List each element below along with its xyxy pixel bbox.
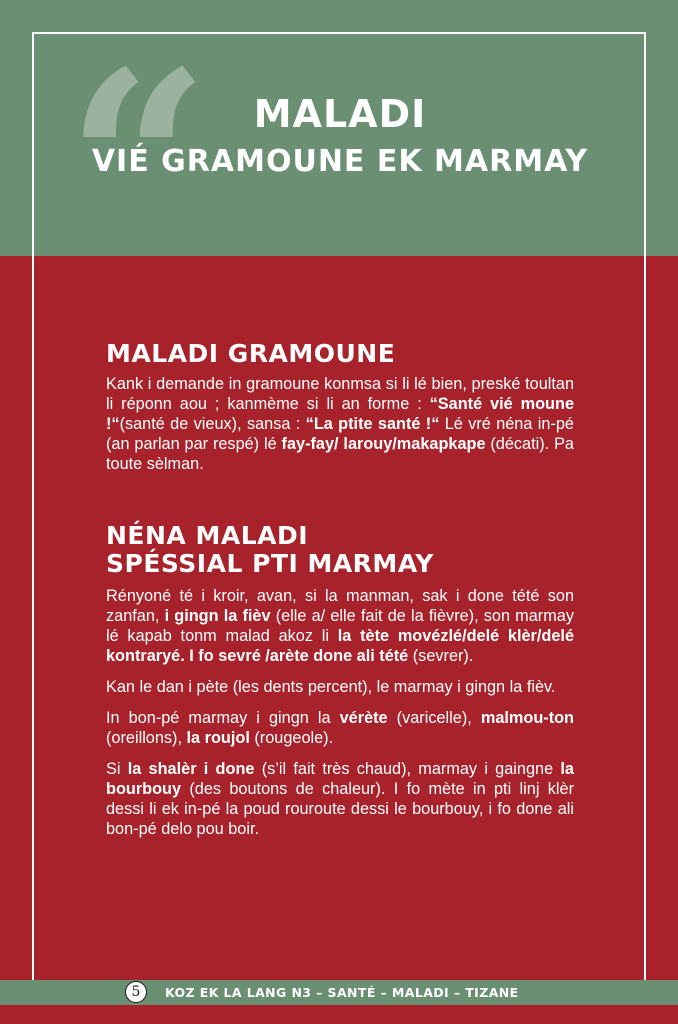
paragraph-dan: Kan le dan i pète (les dents percent), le marmay i gingn la fièv. [106,678,556,696]
text-run: (sevrer). [408,647,474,665]
section-heading-nena-maladi [106,522,574,578]
page-subtitle: VIÉ GRAMOUNE EK MARMAY [91,144,589,179]
text-run: (des boutons de chaleur). I fo mète in pti linj klèr dessi li ek in-pé la poud rouroute dessi le bourbouy, i fo done ali bon-pé delo pou boir. [106,780,574,838]
bold-phrase: malmou-ton [480,709,574,727]
text-run: Kank i demande in gramoune konmsa si li lé bien, preské toultan li réponn aou ; kanmème si li an forme : [106,375,574,413]
text-run: (s’il fait très chaud), marmay i gaingne [254,760,561,778]
footer-title: KOZ EK LA LANG N3 – SANTÉ – MALADI – TIZANE [165,985,519,1000]
bold-phrase: la bourbouy [106,760,574,798]
text-run: (oreillons), [106,729,187,747]
quote-mark-icon: “ [66,16,210,310]
text-run: (décati). Pa toute sèlman. [106,435,574,473]
bold-phrase: la tète movézlé/delé klèr/delé kontraryé. I fo sevré /arète done ali tété [106,627,574,665]
heading-line: SPÉSSIAL PTI MARMAY [106,549,434,578]
text-run: (elle a/ elle fait de la fièvre), son marmay lé kapab tonm malad akoz li [106,607,574,645]
page-number: 5 [125,981,147,1003]
bold-phrase: la roujol [186,729,250,747]
paragraph-gramoune [106,374,574,474]
text-run: In bon-pé marmay i gingn la [106,709,340,727]
bold-phrase: fay-fay/ larouy/makapkape [281,435,486,453]
paragraph-fiev [106,586,574,666]
paragraph-verete [106,708,574,748]
main-content [106,340,574,850]
bold-phrase: vérète [339,709,388,727]
text-run: Lé vré néna in-pé (an parlan par respé) lé [106,415,574,453]
text-run: Si [106,760,128,778]
text-run: (rougeole). [249,729,334,747]
bold-phrase: “La ptite santé !“ [305,415,440,433]
page-title: MALADI [253,92,427,136]
bold-phrase: “Santé vié moune !“ [106,395,574,433]
text-run: (santé de vieux), sansa : [119,415,306,433]
paragraph-bourbouy [106,759,574,839]
heading-line: NÉNA MALADI [106,521,309,550]
bold-phrase: la shalèr i done [127,760,255,778]
section-heading-maladi-gramoune: MALADI GRAMOUNE [106,339,396,368]
text-run: Rényoné té i kroir, avan, si la manman, sak i done tété son zanfan, [106,587,574,625]
text-run: (varicelle), [387,709,481,727]
bold-phrase: i gingn la fièv [164,607,271,625]
